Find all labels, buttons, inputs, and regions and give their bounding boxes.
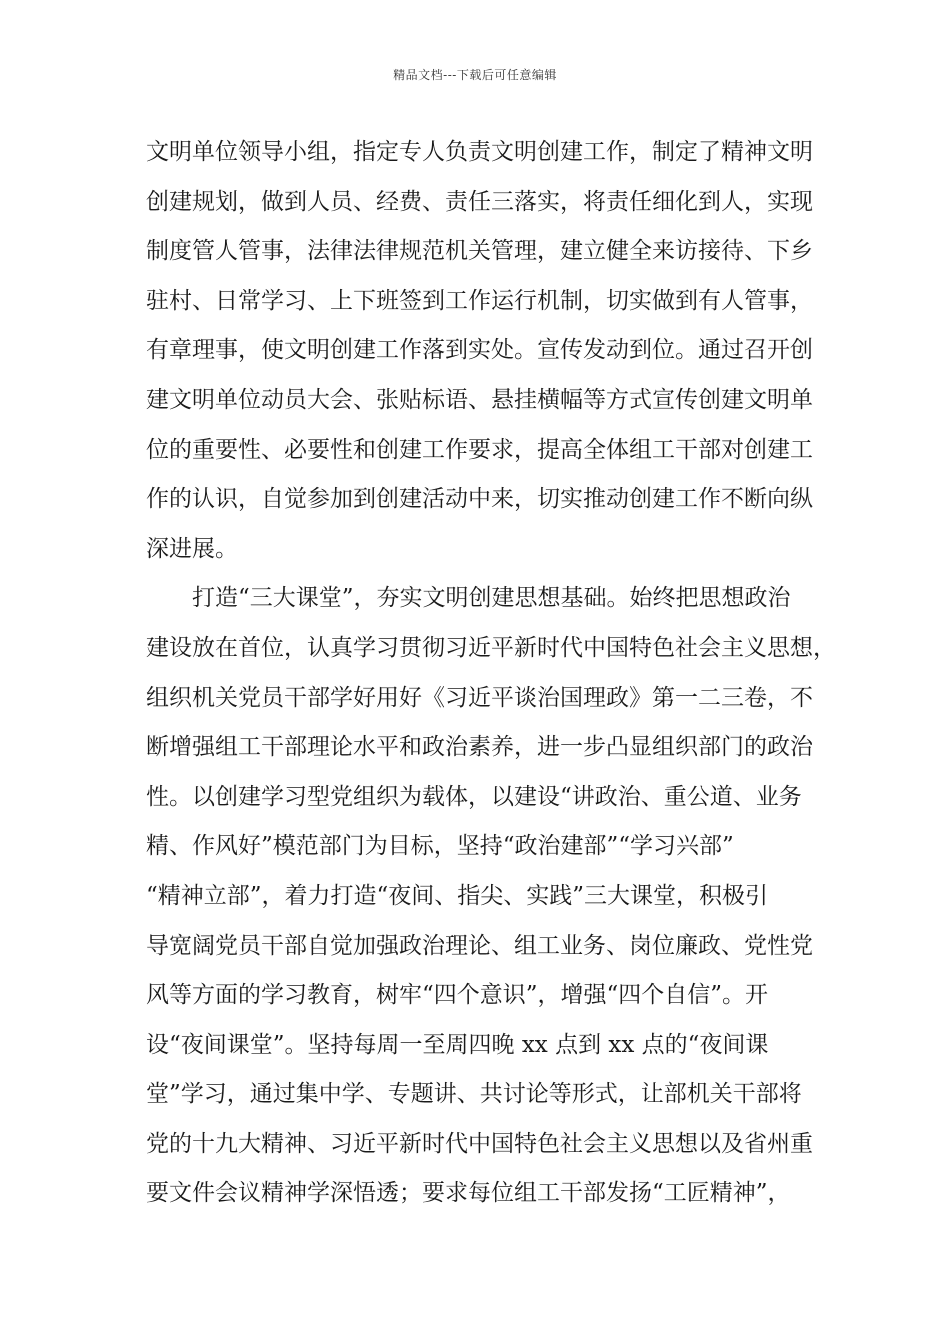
- page-header: 精品文档---下载后可任意编辑: [393, 68, 557, 82]
- text-line: 要文件会议精神学深悟透；要求每位组工干部发扬“工匠精神”，: [146, 1180, 791, 1207]
- text-line: 有章理事，使文明创建工作落到实处。宣传发动到位。通过召开创: [146, 337, 813, 364]
- paragraph-2: [146, 580, 836, 1225]
- text-line: 设“夜间课堂”。坚持每周一至周四晚 xx 点到 xx 点的“夜间课: [146, 1031, 769, 1058]
- text-line: “精神立部”，着力打造“夜间、指尖、实践”三大课堂，积极引: [146, 882, 769, 909]
- text-line: 堂”学习，通过集中学、专题讲、共讨论等形式，让部机关干部将: [146, 1081, 802, 1108]
- text-line-first-indent: 打造“三大课堂”，夯实文明创建思想基础。始终把思想政治: [192, 585, 791, 612]
- text-line: 性。以创建学习型党组织为载体，以建设“讲政治、重公道、业务: [146, 783, 802, 810]
- text-line: 风等方面的学习教育，树牢“四个意识”，增强“四个自信”。开: [146, 982, 769, 1009]
- text-line: 组织机关党员干部学好用好《习近平谈治国理政》第一二三卷，不: [146, 684, 813, 711]
- text-line: 精、作风好”模范部门为目标，坚持“政治建部”“学习兴部”: [146, 833, 734, 860]
- body-text: [146, 134, 836, 1225]
- text-line: 党的十九大精神、习近平新时代中国特色社会主义思想以及省州重: [146, 1130, 813, 1157]
- text-line: 断增强组工干部理论水平和政治素养，进一步凸显组织部门的政治: [146, 734, 813, 761]
- text-line: 建文明单位动员大会、张贴标语、悬挂横幅等方式宣传创建文明单: [146, 386, 813, 413]
- text-line: 深进展。: [146, 535, 238, 562]
- text-line: 驻村、日常学习、上下班签到工作运行机制，切实做到有人管事，: [146, 287, 813, 314]
- text-line: 制度管人管事，法律法律规范机关管理，建立健全来访接待、下乡: [146, 238, 813, 265]
- text-line: 作的认识，自觉参加到创建活动中来，切实推动创建工作不断向纵: [146, 486, 813, 513]
- text-line: 导宽阔党员干部自觉加强政治理论、组工业务、岗位廉政、党性党: [146, 932, 813, 959]
- text-line: 创建规划，做到人员、经费、责任三落实，将责任细化到人，实现: [146, 188, 813, 215]
- text-line: 文明单位领导小组，指定专人负责文明创建工作，制定了精神文明: [146, 139, 813, 165]
- paragraph-1: [146, 134, 826, 580]
- text-line: 位的重要性、必要性和创建工作要求，提高全体组工干部对创建工: [146, 436, 813, 463]
- text-line: 建设放在首位，认真学习贯彻习近平新时代中国特色社会主义思想，: [146, 634, 836, 661]
